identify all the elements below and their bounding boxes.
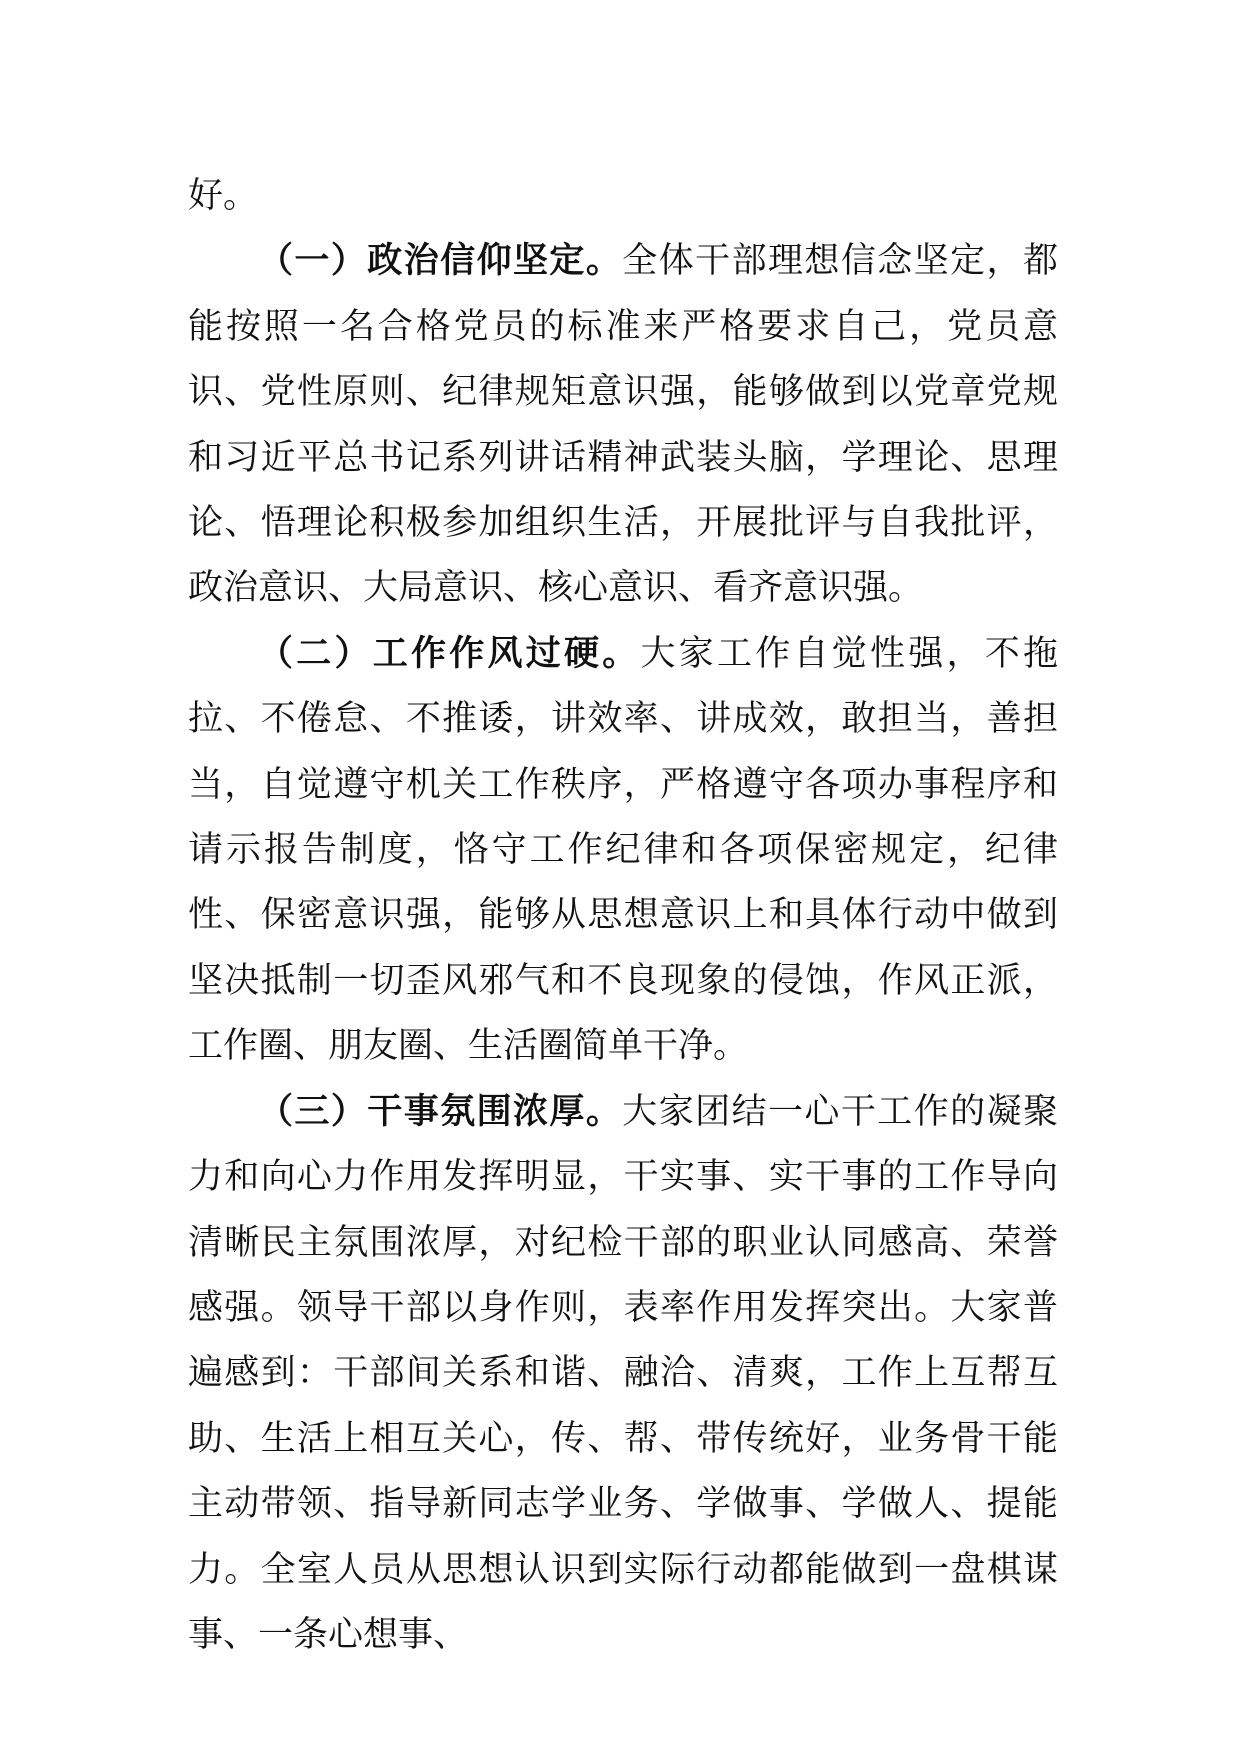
paragraph-text: 大家工作自觉性强，不拖拉、不倦怠、不推诿，讲效率、讲成效，敢担当，善担当，自觉遵守机关工作秩序，严格遵守各项办事程序和请示报告制度，恪守工作纪律和各项保密规定，纪律性、保密意识强，能够从思想意识上和具体行动中做到坚决抵制一切歪风邪气和不良现象的侵蚀，作风正派，工作圈、朋友圈、生活圈简单干净。 <box>188 633 1058 1067</box>
paragraph-work-atmosphere <box>188 1080 1058 1669</box>
paragraph-heading: （二）工作作风过硬。 <box>258 633 641 674</box>
paragraph-heading: （一）政治信仰坚定。 <box>258 241 623 282</box>
paragraph-text: 好。 <box>188 176 259 216</box>
paragraph-text: 大家团结一心干工作的凝聚力和向心力作用发挥明显，干实事、实干事的工作导向清晰民主氛围浓厚，对纪检干部的职业认同感高、荣誉感强。领导干部以身作则，表率作用发挥突出。大家普遍感到：干部间关系和谐、融洽、清爽，工作上互帮互助、生活上相互关心，传、帮、带传统好，业务骨干能主动带领、指导新同志学业务、学做事、学做人、提能力。全室人员从思想认识到实际行动都能做到一盘棋谋事、一条心想事、 <box>188 1091 1058 1655</box>
paragraph-text: 全体干部理想信念坚定，都能按照一名合格党员的标准来严格要求自己，党员意识、党性原则、纪律规矩意识强，能够做到以党章党规和习近平总书记系列讲话精神武装头脑，学理论、思理论、悟理论积极参加组织生活，开展批评与自我批评，政治意识、大局意识、核心意识、看齐意识强。 <box>188 241 1058 609</box>
paragraph-political-belief <box>188 229 1058 621</box>
document-body <box>188 164 1058 1668</box>
paragraph-continuation <box>188 164 1058 229</box>
paragraph-heading: （三）干事氛围浓厚。 <box>258 1091 623 1132</box>
paragraph-work-style <box>188 622 1058 1080</box>
